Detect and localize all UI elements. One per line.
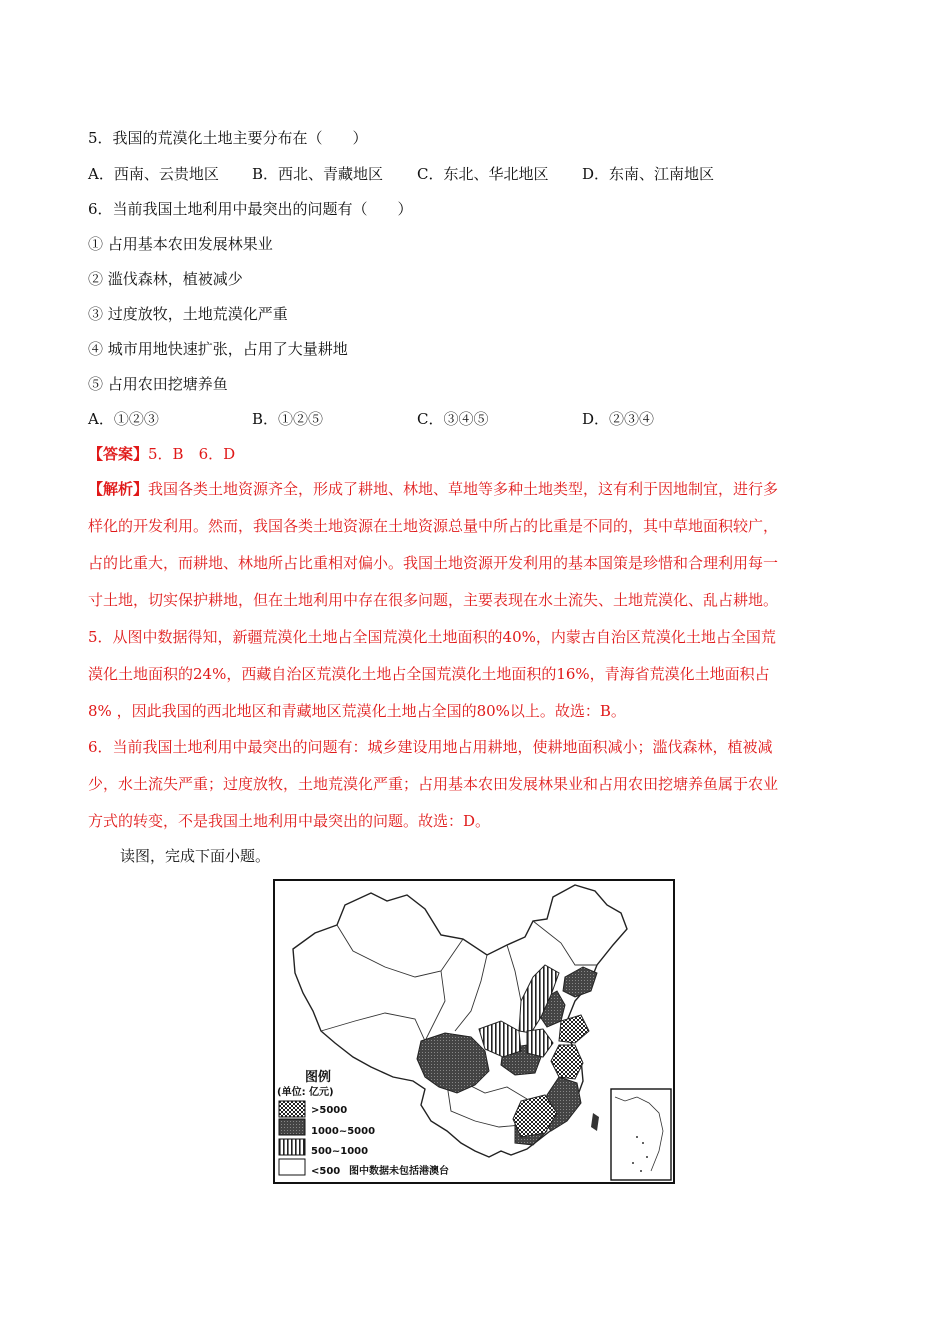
analysis-line-1: 我国各类土地资源齐全，形成了耕地、林地、草地等多种土地类型，这有利于因地制宜，进行多 [148,480,779,498]
explain5-line-1: 5．从图中数据得知，新疆荒漠化土地占全国荒漠化土地面积的40%，内蒙古自治区荒漠化土地占全国荒 [88,628,776,646]
q5-option-b: B．西北、青藏地区 [252,165,384,183]
legend-swatch-lt500 [279,1159,305,1175]
explain6-line-1: 6．当前我国土地利用中最突出的问题有：城乡建设用地占用耕地，使耕地面积减小；滥伐森林，植被减 [88,738,773,756]
explain6-line-3: 方式的转变，不是我国土地利用中最突出的问题。故选：D。 [88,812,491,830]
q6-option-d: D．②③④ [582,410,655,428]
answer-label: 【答案】 [88,445,149,463]
answer-line [88,444,235,464]
legend-swatch-500-1000 [279,1139,305,1155]
explain5-line-3: 8% ，因此我国的西北地区和青藏地区荒漠化土地占全国的80%以上。故选：B。 [88,702,626,720]
analysis-line-2: 样化的开发利用。然而，我国各类土地资源在土地资源总量中所占的比重是不同的，其中草地面积较广， [88,517,779,535]
legend-label-gt5000: >5000 [311,1105,348,1116]
legend-unit: (单位: 亿元) [277,1087,334,1098]
explain5-paragraph [88,627,860,738]
legend-label-500-1000: 500~1000 [311,1146,369,1157]
explain6-line-2: 少，水土流失严重；过度放牧，土地荒漠化严重；占用基本农田发展林果业和占用农田挖塘养鱼属于农业 [88,775,779,793]
q6-item-3: ③ 过度放牧，土地荒漠化严重 [88,305,288,323]
explain5-line-2: 漠化土地面积的24%，西藏自治区荒漠化土地占全国荒漠化土地面积的16%，青海省荒漠化土地面积占 [88,665,770,683]
q6-option-b: B．①②⑤ [252,410,324,428]
legend-label-lt500: <500 [311,1166,341,1177]
china-map [275,881,673,1182]
answer-text: 5．B 6．D [148,445,236,463]
china-map-figure [273,879,675,1184]
legend-swatch-gt5000 [279,1101,305,1117]
taiwan-island [591,1113,599,1131]
q6-item-4: ④ 城市用地快速扩张，占用了大量耕地 [88,340,348,358]
q6-item-1: ① 占用基本农田发展林果业 [88,235,273,253]
analysis-paragraph [88,479,860,627]
q5-option-d: D．东南、江南地区 [582,165,715,183]
figure-intro: 读图，完成下面小题。 [120,847,271,865]
q6-item-2: ② 滥伐森林，植被减少 [88,270,243,288]
q6-stem: 6．当前我国土地利用中最突出的问题有（ ） [88,200,413,218]
q6-option-c: C．③④⑤ [417,410,489,428]
legend-title: 图例 [305,1070,332,1085]
analysis-label: 【解析】 [88,480,149,498]
analysis-line-4: 寸土地，切实保护耕地，但在土地利用中存在很多问题，主要表现在水土流失、土地荒漠化、乱占耕地。 [88,591,779,609]
legend-label-1000-5000: 1000~5000 [311,1126,376,1137]
legend-swatch-1000-5000 [279,1119,305,1135]
q5-option-c: C．东北、华北地区 [417,165,549,183]
q5-stem: 5．我国的荒漠化土地主要分布在（ ） [88,129,368,147]
map-note: 图中数据未包括港澳台 [349,1166,449,1177]
q6-item-5: ⑤ 占用农田挖塘养鱼 [88,375,228,393]
q5-option-a: A．西南、云贵地区 [88,165,219,183]
explain6-paragraph [88,737,860,848]
q6-option-a: A．①②③ [88,410,159,428]
analysis-line-3: 占的比重大，而耕地、林地所占比重相对偏小。我国土地资源开发利用的基本国策是珍惜和合理利用每一 [88,554,779,572]
